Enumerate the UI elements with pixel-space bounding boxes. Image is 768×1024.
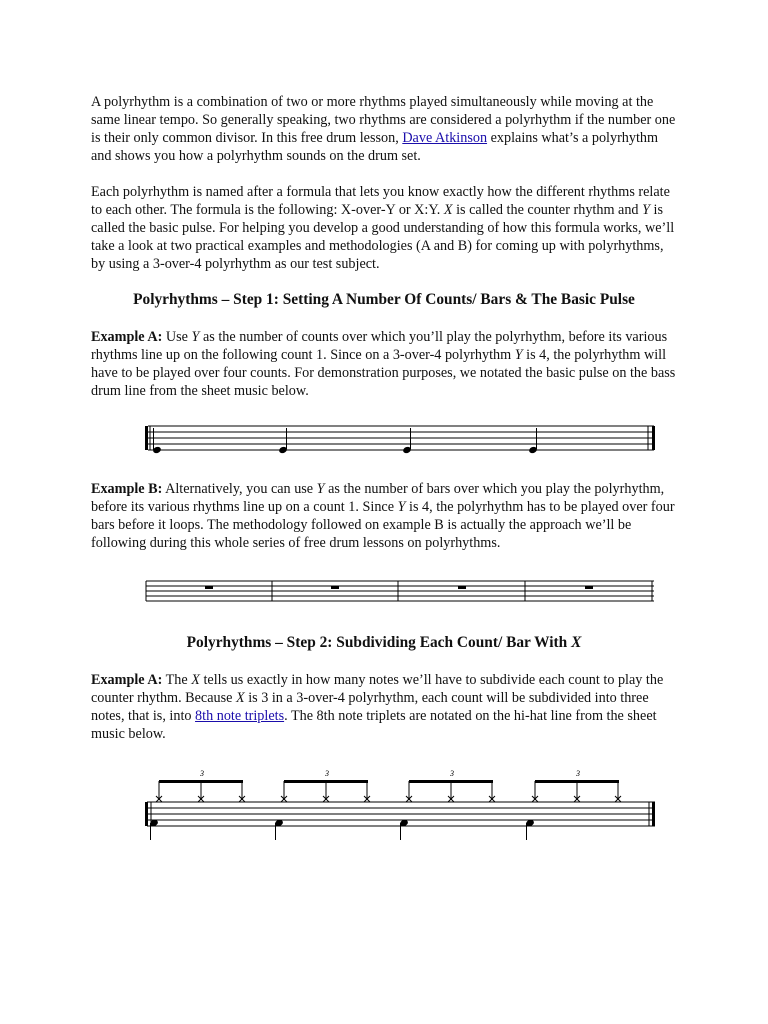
bass-note [525, 819, 535, 840]
example-b-y2: Y [397, 499, 406, 515]
example-a-label: Example A: [91, 329, 163, 345]
example-a-y: Y [191, 329, 200, 345]
step2-example-a-paragraph [91, 671, 681, 743]
intro-text-end: explains what’s a polyrhythm and shows you how a polyrhythm sounds on the drum set. [91, 130, 659, 164]
formula-paragraph [91, 183, 681, 273]
example-a-text-2: as the number of counts over which you’ll play the polyrhythm, before its various rhythms line up on the following count 1. Since on a 3-over-4 polyrhythm [91, 329, 668, 363]
step1-example-b-paragraph [91, 480, 681, 552]
triplet-groups [156, 769, 621, 802]
intro-paragraph [91, 93, 681, 165]
example-b-text-3: is 4, the polyrhythm has to be played over four bars before it loops. The methodology followed on example B is actually the approach we’ll be following during this whole series of free drum lessons on polyrhythms. [91, 499, 675, 551]
bass-drum-staff [0, 422, 768, 462]
formula-text: Each polyrhythm is named after a formula that lets you know exactly how the different rhythms relate to each other. The formula is the following: X-over-Y or X:Y. [91, 184, 670, 218]
repeat-bar-left [145, 802, 148, 826]
step2-heading [0, 634, 768, 652]
repeat-bar-left [145, 426, 148, 450]
formula-text-3: is called the basic pulse. For helping you develop a good understanding of how this formula works, we’ll take a look at two practical examples and methodologies (A and B) for coming up with polyrhythms, by using a 3-over-4 polyrhythm as our test subject. [91, 202, 675, 272]
bass-pulse-notes [149, 819, 535, 840]
step2-text: The [162, 672, 192, 688]
triplet-number: 3 [576, 769, 580, 778]
intro-text: A polyrhythm is a combination of two or more rhythms played simultaneously while moving at the same linear tempo. So generally speaking, two rhythms are considered a polyrhythm if the number one is their only common divisor. In this free drum lesson, [91, 94, 676, 146]
formula-text-2: is called the counter rhythm and [452, 202, 643, 218]
triplet-group [532, 769, 621, 802]
example-b-text: Alternatively, you can use [162, 481, 317, 497]
8th-note-triplets-link[interactable]: 8th note triplets [195, 708, 285, 724]
step2-text-4: . The 8th note triplets are notated on the hi-hat line from the sheet music below. [91, 708, 657, 742]
bass-note [274, 819, 284, 840]
triplet-number: 3 [325, 769, 329, 778]
example-a-text-3: is 4, the polyrhythm will have to be played over four counts. For demonstration purposes, we notated the basic pulse on the bass drum line from the sheet music below. [91, 347, 676, 399]
step2-heading-text: Polyrhythms – Step 2: Subdividing Each Count/ Bar With [186, 634, 572, 651]
triplet-number: 3 [200, 769, 204, 778]
example-b-label: Example B: [91, 481, 163, 497]
rest-bars-staff [0, 577, 768, 611]
example-a-y2: Y [514, 347, 523, 363]
triplet-group [156, 769, 245, 802]
example-a-text: Use [162, 329, 192, 345]
step2-text-3: is 3 in a 3-over-4 polyrhythm, each count will be subdivided into three notes, that is, into [91, 690, 649, 724]
step2-heading-x: X [571, 634, 582, 651]
step2-example-a-label: Example A: [91, 672, 163, 688]
formula-y: Y [642, 202, 650, 218]
step2-text-2: tells us exactly in how many notes we’ll have to subdivide each count to play the counter rhythm. Because [91, 672, 664, 706]
example-b-y: Y [316, 481, 325, 497]
step1-heading: Polyrhythms – Step 1: Setting A Number Of Counts/ Bars & The Basic Pulse [133, 291, 635, 308]
triplet-group [406, 769, 495, 802]
step1-example-a-paragraph [91, 328, 681, 400]
repeat-bar-right [652, 802, 655, 826]
example-b-text-2: as the number of bars over which you play the polyrhythm, before its various rhythms line up on a count 1. Since [91, 481, 665, 515]
step2-x: X [191, 672, 200, 688]
bass-note [149, 819, 159, 840]
formula-x: X [443, 202, 453, 218]
dave-atkinson-link[interactable]: Dave Atkinson [402, 130, 488, 146]
step2-x2: X [235, 690, 245, 706]
bass-note [399, 819, 409, 840]
triplet-group [281, 769, 370, 802]
triplet-staff [0, 766, 768, 842]
repeat-bar-right [652, 426, 655, 450]
triplet-number: 3 [450, 769, 454, 778]
